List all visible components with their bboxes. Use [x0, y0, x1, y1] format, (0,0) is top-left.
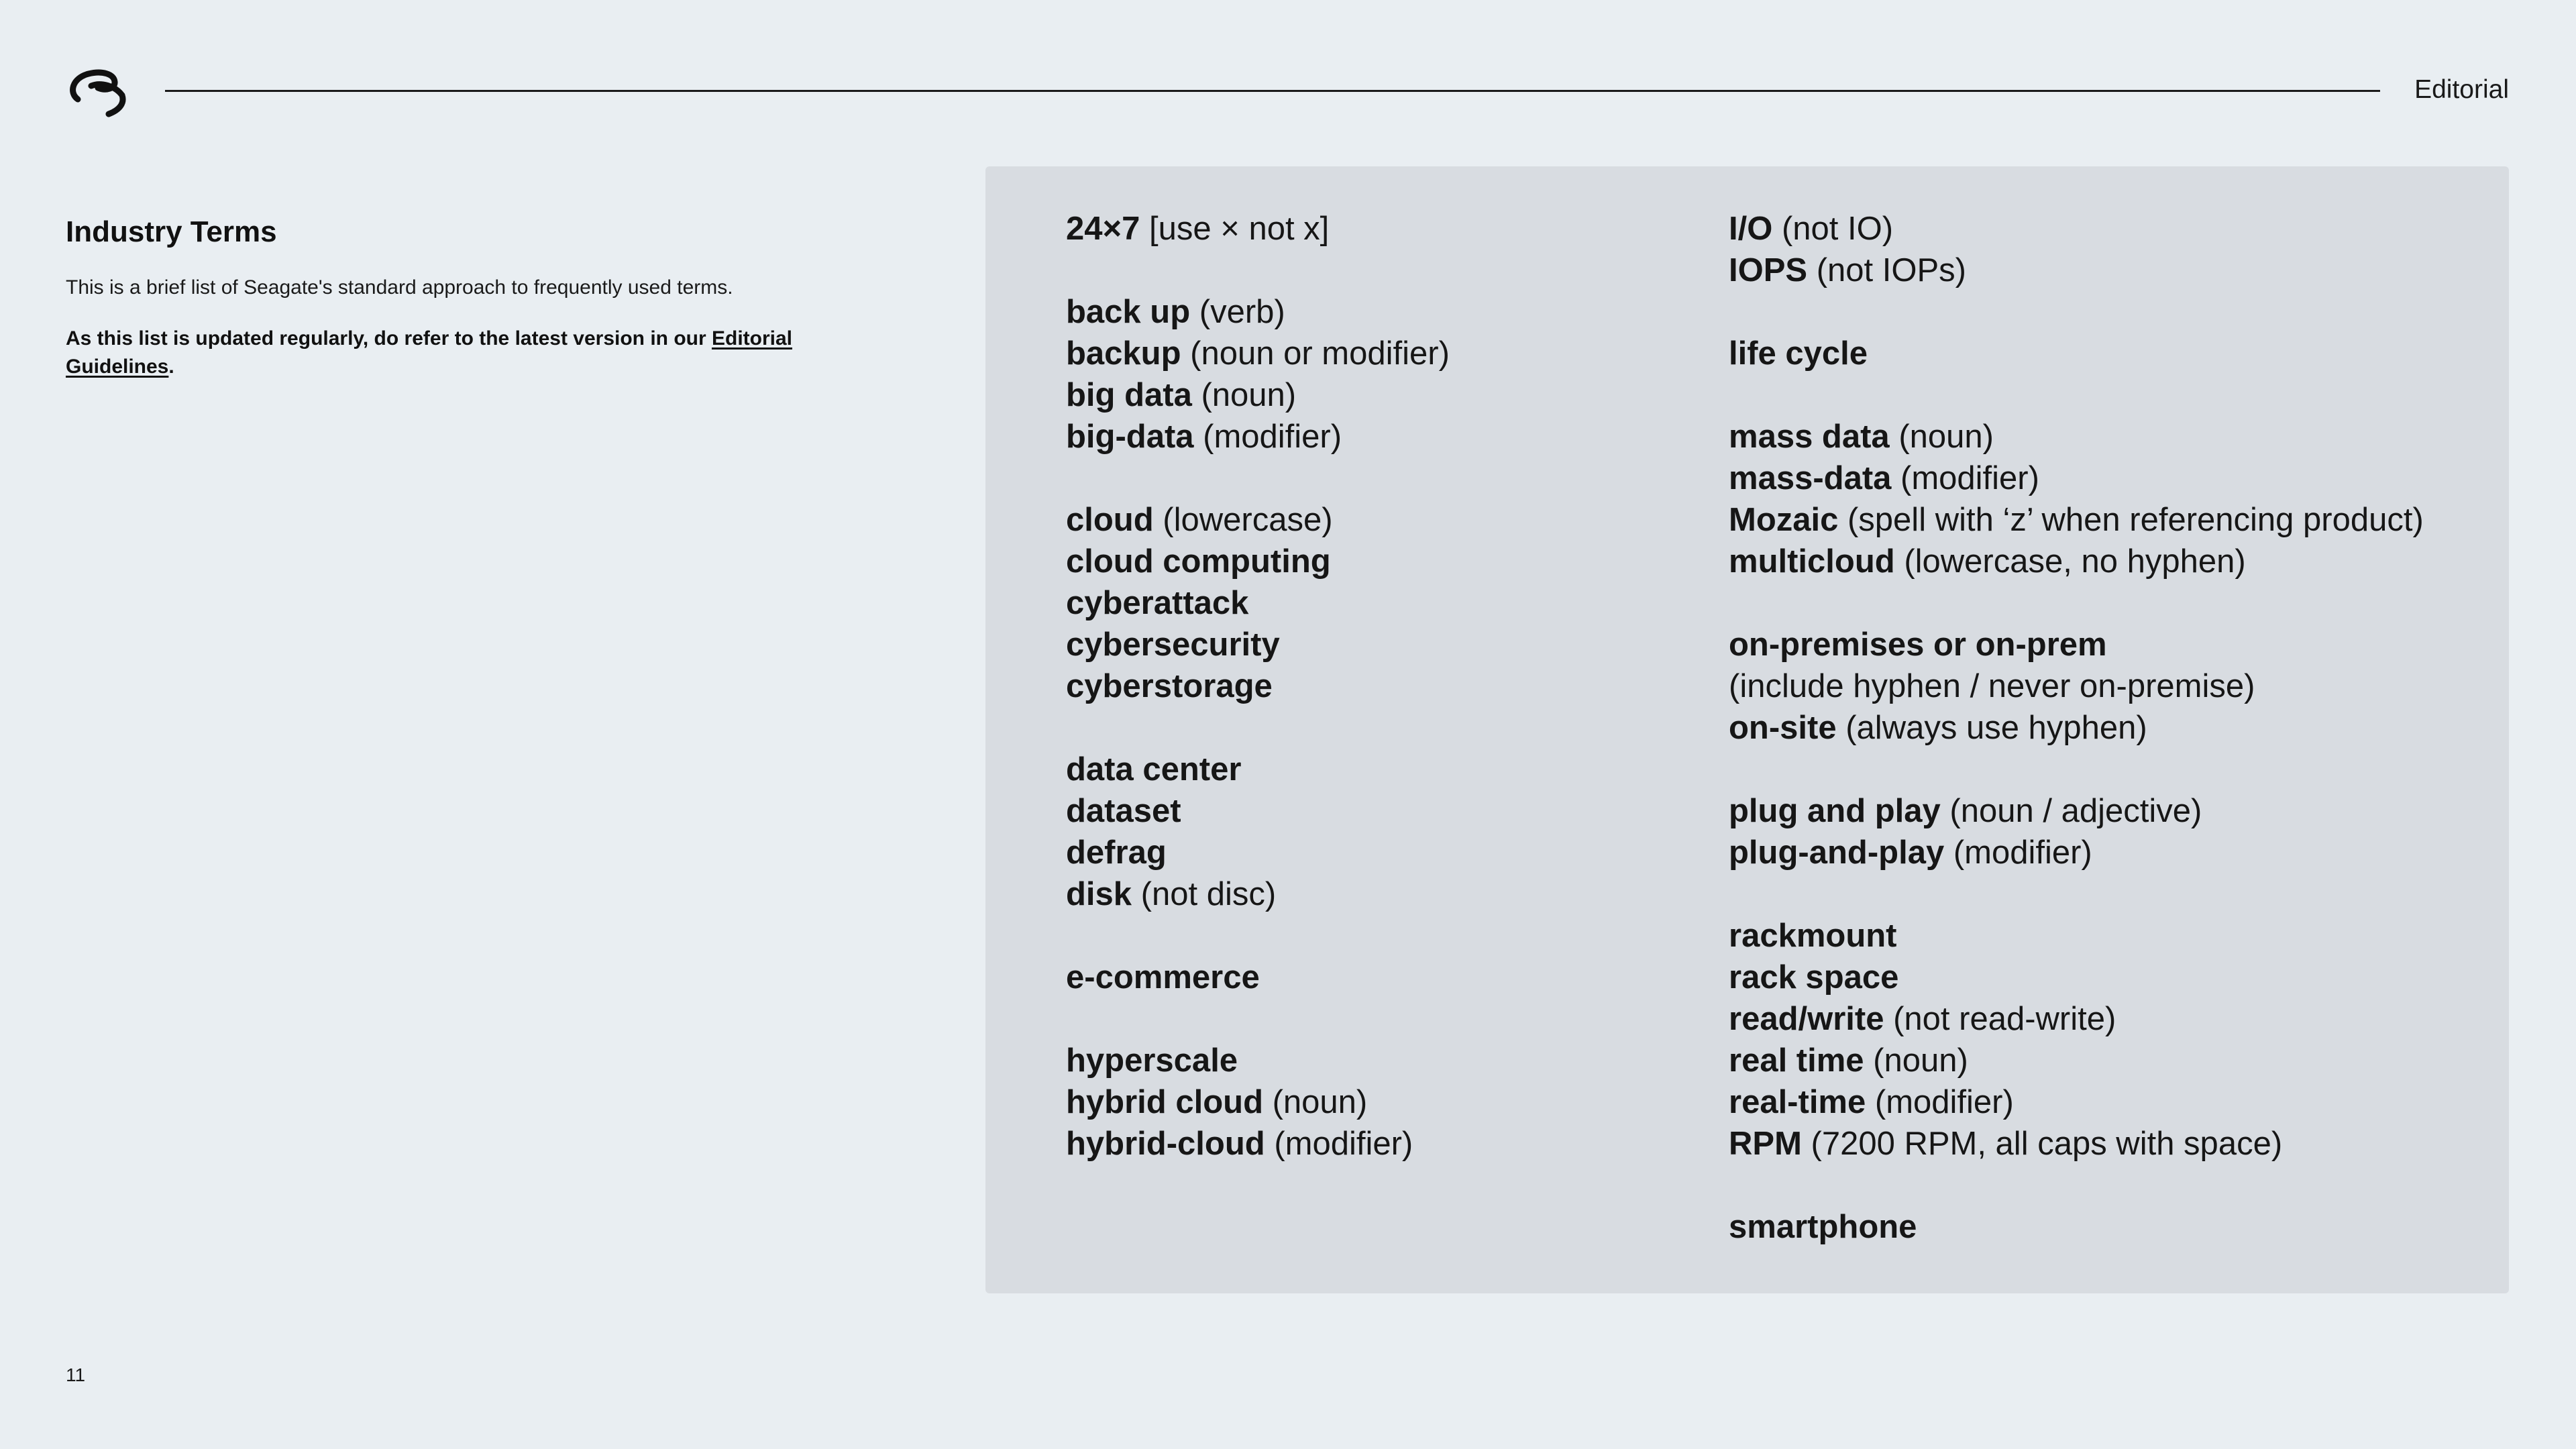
term-word: disk [1066, 876, 1132, 912]
term-entry [1066, 790, 1697, 832]
term-word: smartphone [1729, 1209, 1917, 1245]
term-entry [1066, 333, 1697, 374]
term-entry [1729, 333, 2480, 374]
term-word: plug-and-play [1729, 835, 1945, 871]
term-group [1066, 291, 1697, 458]
term-word: backup [1066, 335, 1181, 372]
term-word: multicloud [1729, 543, 1895, 580]
term-entry [1729, 957, 2480, 998]
term-entry [1066, 1123, 1697, 1165]
term-word: plug and play [1729, 793, 1941, 829]
term-entry [1729, 208, 2480, 250]
page-number: 11 [66, 1364, 86, 1385]
term-word: mass data [1729, 419, 1890, 455]
term-usage-note: [use × not x] [1140, 211, 1330, 247]
term-usage-note: (modifier) [1193, 419, 1342, 455]
term-usage-note: (noun) [1889, 419, 1994, 455]
term-word: real time [1729, 1042, 1864, 1079]
term-usage-note: (7200 RPM, all caps with space) [1801, 1126, 2283, 1162]
term-entry [1066, 208, 1697, 250]
term-usage-note: (noun or modifier) [1181, 335, 1450, 372]
terms-column-2 [1729, 208, 2480, 1289]
term-usage-note: (not IO) [1772, 211, 1894, 247]
term-word: IOPS [1729, 252, 1808, 288]
term-usage-note: (not disc) [1132, 876, 1277, 912]
term-group [1729, 624, 2480, 749]
term-entry [1729, 416, 2480, 458]
term-word: I/O [1729, 211, 1773, 247]
header-rule [165, 90, 2380, 92]
term-word: on-premises or on-prem [1729, 627, 2107, 663]
term-usage-note: (modifier) [1866, 1084, 2014, 1120]
term-usage-note: (spell with ‘z’ when referencing product) [1838, 502, 2424, 538]
term-word: 24×7 [1066, 211, 1140, 247]
term-word: on-site [1729, 710, 1837, 746]
term-entry [1729, 250, 2480, 291]
update-note [66, 325, 871, 381]
term-word: rack space [1729, 959, 1899, 996]
term-usage-note: (always use hyphen) [1836, 710, 2147, 746]
term-entry [1729, 541, 2480, 582]
term-entry [1729, 707, 2480, 749]
term-usage-note: (noun) [1263, 1084, 1368, 1120]
term-word: big-data [1066, 419, 1194, 455]
term-usage-note: (noun / adjective) [1940, 793, 2202, 829]
term-entry [1729, 915, 2480, 957]
term-entry [1066, 832, 1697, 873]
term-word: RPM [1729, 1126, 1802, 1162]
term-entry [1729, 499, 2480, 541]
page-title: Industry Terms [66, 215, 277, 248]
seagate-logo-icon [66, 66, 126, 119]
term-group [1729, 416, 2480, 582]
term-entry [1066, 374, 1697, 416]
term-entry [1729, 624, 2480, 665]
term-word: hybrid cloud [1066, 1084, 1263, 1120]
term-usage-note: (modifier) [1265, 1126, 1413, 1162]
term-group [1066, 957, 1697, 998]
term-word: cloud computing [1066, 543, 1331, 580]
term-entry [1066, 749, 1697, 790]
term-group [1066, 208, 1697, 250]
term-entry [1066, 416, 1697, 458]
term-group [1066, 749, 1697, 915]
term-entry [1066, 291, 1697, 333]
intro-column [66, 213, 871, 381]
term-entry [1066, 582, 1697, 624]
term-entry [1729, 832, 2480, 873]
update-note-text: As this list is updated regularly, do refer to the latest version in our [66, 327, 712, 350]
term-word: cyberattack [1066, 585, 1249, 621]
term-group [1729, 915, 2480, 1165]
term-word: mass-data [1729, 460, 1892, 496]
term-word: rackmount [1729, 918, 1897, 954]
update-note-suffix: . [168, 356, 174, 378]
term-entry [1729, 665, 2480, 707]
term-group [1729, 333, 2480, 374]
term-entry [1729, 1123, 2480, 1165]
terms-column-1 [1066, 208, 1697, 1206]
term-entry [1729, 998, 2480, 1040]
term-usage-note: (lowercase) [1153, 502, 1333, 538]
term-entry [1066, 665, 1697, 707]
term-entry [1729, 1206, 2480, 1248]
term-entry [1066, 1081, 1697, 1123]
term-word: Mozaic [1729, 502, 1839, 538]
editorial-guidelines-link[interactable]: Editorial Guidelines [66, 327, 792, 378]
term-word: hyperscale [1066, 1042, 1238, 1079]
term-entry [1066, 541, 1697, 582]
term-word: real-time [1729, 1084, 1866, 1120]
term-usage-note: (not IOPs) [1807, 252, 1966, 288]
term-word: cybersecurity [1066, 627, 1280, 663]
term-usage-note: (include hyphen / never on-premise) [1729, 668, 2255, 704]
term-word: defrag [1066, 835, 1167, 871]
term-word: dataset [1066, 793, 1181, 829]
section-label: Editorial [2414, 75, 2509, 104]
term-entry [1729, 790, 2480, 832]
intro-text: This is a brief list of Seagate's standard approach to frequently used terms. [66, 276, 733, 299]
term-entry [1066, 499, 1697, 541]
term-word: back up [1066, 294, 1191, 330]
term-usage-note: (verb) [1190, 294, 1285, 330]
term-usage-note: (noun) [1191, 377, 1297, 413]
term-word: read/write [1729, 1001, 1884, 1037]
term-word: big data [1066, 377, 1192, 413]
term-usage-note: (not read-write) [1884, 1001, 2116, 1037]
term-entry [1066, 957, 1697, 998]
term-usage-note: (lowercase, no hyphen) [1894, 543, 2246, 580]
term-entry [1729, 458, 2480, 499]
term-entry [1066, 873, 1697, 915]
term-group [1729, 208, 2480, 291]
term-word: cloud [1066, 502, 1154, 538]
term-word: life cycle [1729, 335, 1868, 372]
term-group [1729, 790, 2480, 873]
term-usage-note: (noun) [1864, 1042, 1968, 1079]
term-usage-note: (modifier) [1944, 835, 2092, 871]
term-group [1066, 499, 1697, 707]
term-word: data center [1066, 751, 1242, 788]
term-entry [1066, 1040, 1697, 1081]
term-word: cyberstorage [1066, 668, 1273, 704]
term-entry [1729, 1081, 2480, 1123]
term-group [1066, 1040, 1697, 1165]
terms-panel [985, 166, 2509, 1293]
term-entry [1729, 1040, 2480, 1081]
term-word: e-commerce [1066, 959, 1260, 996]
term-usage-note: (modifier) [1891, 460, 2039, 496]
term-group [1729, 1206, 2480, 1248]
term-entry [1066, 624, 1697, 665]
term-word: hybrid-cloud [1066, 1126, 1265, 1162]
